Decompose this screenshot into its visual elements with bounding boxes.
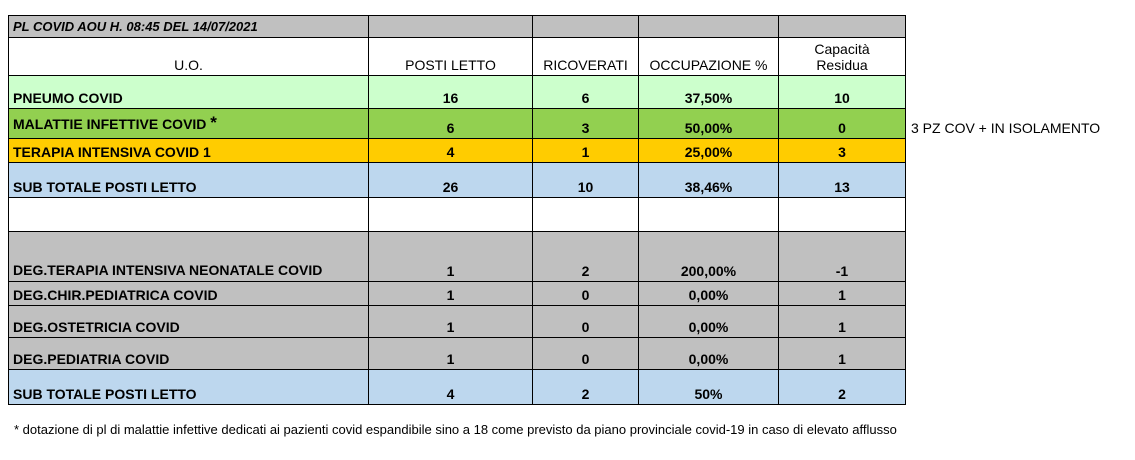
row-uo: DEG.TERAPIA INTENSIVA NEONATALE COVID <box>9 232 369 282</box>
empty-cell <box>639 198 779 232</box>
table-row <box>9 306 906 338</box>
title-row <box>9 16 906 38</box>
table-title: PL COVID AOU H. 08:45 DEL 14/07/2021 <box>9 16 369 38</box>
covid-beds-table <box>8 15 906 405</box>
row-capacita: 1 <box>779 306 906 338</box>
row-posti: 16 <box>369 76 533 109</box>
empty-cell <box>779 198 906 232</box>
row-occupazione: 37,50% <box>639 76 779 109</box>
row-occupazione: 25,00% <box>639 139 779 163</box>
row-posti: 1 <box>369 232 533 282</box>
row-posti: 1 <box>369 282 533 306</box>
title-cell-empty <box>639 16 779 38</box>
row-uo: MALATTIE INFETTIVE COVID <box>13 116 207 132</box>
header-posti-letto: POSTI LETTO <box>369 38 533 76</box>
subtotal-label: SUB TOTALE POSTI LETTO <box>9 370 369 405</box>
empty-cell <box>9 198 369 232</box>
row-ricoverati: 6 <box>533 76 639 109</box>
subtotal-row <box>9 370 906 405</box>
row-uo-cell <box>9 109 369 139</box>
row-capacita: -1 <box>779 232 906 282</box>
title-cell-empty <box>533 16 639 38</box>
row-ricoverati: 0 <box>533 338 639 370</box>
header-uo: U.O. <box>9 38 369 76</box>
row-occupazione: 200,00% <box>639 232 779 282</box>
row-ricoverati: 3 <box>533 109 639 139</box>
footnote-marker: * <box>210 113 217 132</box>
row-ricoverati: 2 <box>533 232 639 282</box>
subtotal-label: SUB TOTALE POSTI LETTO <box>9 163 369 198</box>
subtotal-row <box>9 163 906 198</box>
subtotal-ricoverati: 10 <box>533 163 639 198</box>
subtotal-capacita: 13 <box>779 163 906 198</box>
table-row <box>9 139 906 163</box>
isolation-note: 3 PZ COV + IN ISOLAMENTO <box>911 120 1101 136</box>
row-ricoverati: 0 <box>533 306 639 338</box>
row-uo: DEG.PEDIATRIA COVID <box>9 338 369 370</box>
row-posti: 6 <box>369 109 533 139</box>
header-row <box>9 38 906 76</box>
row-uo: TERAPIA INTENSIVA COVID 1 <box>9 139 369 163</box>
subtotal-capacita: 2 <box>779 370 906 405</box>
row-uo: DEG.OSTETRICIA COVID <box>9 306 369 338</box>
row-uo: PNEUMO COVID <box>9 76 369 109</box>
row-occupazione: 0,00% <box>639 282 779 306</box>
table-row <box>9 109 906 139</box>
row-capacita: 10 <box>779 76 906 109</box>
title-cell-empty <box>369 16 533 38</box>
row-uo: DEG.CHIR.PEDIATRICA COVID <box>9 282 369 306</box>
row-occupazione: 0,00% <box>639 338 779 370</box>
row-posti: 1 <box>369 306 533 338</box>
row-occupazione: 0,00% <box>639 306 779 338</box>
empty-cell <box>533 198 639 232</box>
header-occupazione: OCCUPAZIONE % <box>639 38 779 76</box>
subtotal-occupazione: 38,46% <box>639 163 779 198</box>
row-ricoverati: 1 <box>533 139 639 163</box>
table-row <box>9 282 906 306</box>
header-ricoverati: RICOVERATI <box>533 38 639 76</box>
subtotal-posti: 4 <box>369 370 533 405</box>
empty-cell <box>369 198 533 232</box>
row-capacita: 1 <box>779 282 906 306</box>
row-capacita: 0 <box>779 109 906 139</box>
table-row <box>9 76 906 109</box>
table-row <box>9 338 906 370</box>
row-capacita: 1 <box>779 338 906 370</box>
title-cell-empty <box>779 16 906 38</box>
footnote: * dotazione di pl di malattie infettive dedicati ai pazienti covid espandibile sino a 18 come previsto da piano provinciale covid-19 in caso di elevato afflusso <box>14 422 897 437</box>
subtotal-ricoverati: 2 <box>533 370 639 405</box>
subtotal-occupazione: 50% <box>639 370 779 405</box>
row-capacita: 3 <box>779 139 906 163</box>
row-occupazione: 50,00% <box>639 109 779 139</box>
row-posti: 1 <box>369 338 533 370</box>
row-ricoverati: 0 <box>533 282 639 306</box>
subtotal-posti: 26 <box>369 163 533 198</box>
row-posti: 4 <box>369 139 533 163</box>
header-capacita-residua: Capacità Residua <box>779 38 906 76</box>
spacer-row <box>9 198 906 232</box>
table-row <box>9 232 906 282</box>
